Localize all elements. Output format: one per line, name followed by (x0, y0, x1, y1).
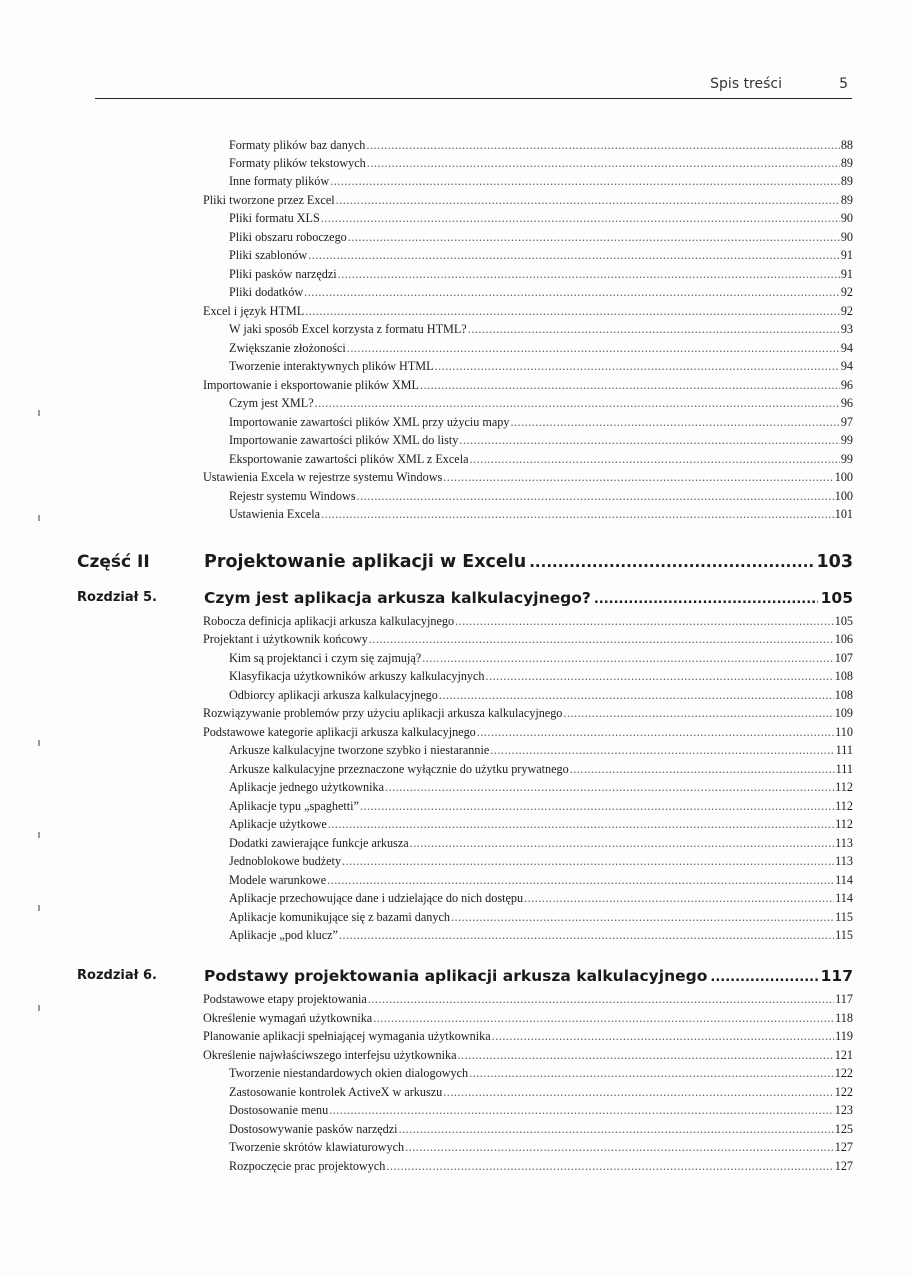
scan-margin-mark (38, 1005, 40, 1011)
toc-entry[interactable]: Robocza definicja aplikacji arkusza kalkulacyjnego ..... 105 (203, 614, 853, 629)
toc-entry[interactable]: Pliki tworzone przez Excel ..... 89 (203, 193, 853, 208)
toc-entry[interactable]: Pliki pasków narzędzi ..... 91 (229, 267, 853, 282)
chapter-label: Rozdział 5. (77, 590, 157, 605)
chapter-heading[interactable] (77, 589, 853, 611)
scan-margin-mark (38, 515, 40, 521)
chapter-title: Podstawy projektowania aplikacji arkusza kalkulacyjnego (204, 967, 708, 985)
toc-entry[interactable]: Rejestr systemu Windows ..... 100 (229, 489, 853, 504)
chapter-title: Czym jest aplikacja arkusza kalkulacyjnego? (204, 589, 591, 607)
toc-entry[interactable]: Odbiorcy aplikacji arkusza kalkulacyjnego ..... 108 (229, 688, 853, 703)
toc-entry[interactable]: Ustawienia Excela ..... 101 (229, 507, 853, 522)
toc-entry[interactable]: Dostosowanie menu ..... 123 (229, 1103, 853, 1118)
chapter-page: 105 (820, 589, 853, 607)
toc-entry[interactable]: Modele warunkowe ..... 114 (229, 873, 853, 888)
toc-entry[interactable]: Pliki formatu XLS ..... 90 (229, 211, 853, 226)
page-number: 5 (839, 76, 848, 92)
toc-entry[interactable]: Rozwiązywanie problemów przy użyciu aplikacji arkusza kalkulacyjnego ..... 109 (203, 706, 853, 721)
part-label: Część II (77, 552, 150, 572)
toc-entry[interactable]: Tworzenie interaktywnych plików HTML ..... 94 (229, 359, 853, 374)
toc-entry[interactable]: Importowanie zawartości plików XML do listy ..... 99 (229, 433, 853, 448)
chapter-page: 117 (820, 967, 853, 985)
toc-entry[interactable]: Pliki dodatków ..... 92 (229, 285, 853, 300)
chapter-heading[interactable] (77, 967, 853, 989)
toc-entry[interactable]: Tworzenie niestandardowych okien dialogowych ..... 122 (229, 1066, 853, 1081)
toc-entry[interactable]: Dodatki zawierające funkcje arkusza ..... 113 (229, 836, 853, 851)
running-header-title: Spis treści (710, 76, 782, 92)
toc-entry[interactable]: Kim są projektanci i czym się zajmują? ..... 107 (229, 651, 853, 666)
toc-entry[interactable]: Projektant i użytkownik końcowy ..... 106 (203, 632, 853, 647)
toc-entry[interactable]: Planowanie aplikacji spełniającej wymagania użytkownika ..... 119 (203, 1029, 853, 1044)
toc-entry[interactable]: Eksportowanie zawartości plików XML z Excela ..... 99 (229, 452, 853, 467)
toc-entry[interactable]: Aplikacje jednego użytkownika ..... 112 (229, 780, 853, 795)
toc-entry[interactable]: Excel i język HTML ..... 92 (203, 304, 853, 319)
toc-entry[interactable]: Aplikacje użytkowe ..... 112 (229, 817, 853, 832)
chapter-label: Rozdział 6. (77, 968, 157, 983)
toc-entry[interactable]: Rozpoczęcie prac projektowych ..... 127 (229, 1159, 853, 1174)
toc-entry[interactable]: Aplikacje „pod klucz” ..... 115 (229, 928, 853, 943)
toc-entry[interactable]: Pliki szablonów ..... 91 (229, 248, 853, 263)
scan-margin-mark (38, 740, 40, 746)
toc-entry[interactable]: Importowanie zawartości plików XML przy użyciu mapy ..... 97 (229, 415, 853, 430)
toc-entry[interactable]: Tworzenie skrótów klawiaturowych ..... 127 (229, 1140, 853, 1155)
toc-entry[interactable]: Aplikacje przechowujące dane i udzielające do nich dostępu ..... 114 (229, 891, 853, 906)
toc-entry[interactable]: W jaki sposób Excel korzysta z formatu HTML? ..... 93 (229, 322, 853, 337)
toc-entry[interactable]: Określenie wymagań użytkownika ..... 118 (203, 1011, 853, 1026)
toc-entry[interactable]: Aplikacje typu „spaghetti” ..... 112 (229, 799, 853, 814)
toc-entry[interactable]: Określenie najwłaściwszego interfejsu użytkownika ..... 121 (203, 1048, 853, 1063)
toc-entry[interactable]: Arkusze kalkulacyjne przeznaczone wyłącznie do użytku prywatnego ..... 111 (229, 762, 853, 777)
part-page: 103 (816, 552, 853, 572)
toc-entry[interactable]: Podstawowe kategorie aplikacji arkusza kalkulacyjnego ..... 110 (203, 725, 853, 740)
toc-entry[interactable]: Formaty plików tekstowych ..... 89 (229, 156, 853, 171)
toc-entry[interactable]: Aplikacje komunikujące się z bazami danych ..... 115 (229, 910, 853, 925)
toc-entry[interactable]: Czym jest XML? ..... 96 (229, 396, 853, 411)
toc-entry[interactable]: Formaty plików baz danych ..... 88 (229, 138, 853, 153)
toc-entry[interactable]: Zwiększanie złożoności ..... 94 (229, 341, 853, 356)
scan-margin-mark (38, 832, 40, 838)
part-heading[interactable] (77, 552, 853, 576)
scan-margin-mark (38, 905, 40, 911)
toc-entry[interactable]: Klasyfikacja użytkowników arkuszy kalkulacyjnych ..... 108 (229, 669, 853, 684)
running-header (95, 74, 852, 99)
part-title: Projektowanie aplikacji w Excelu (204, 552, 527, 572)
toc-entry[interactable]: Inne formaty plików ..... 89 (229, 174, 853, 189)
toc-entry[interactable]: Podstawowe etapy projektowania ..... 117 (203, 992, 853, 1007)
toc-entry[interactable]: Pliki obszaru roboczego ..... 90 (229, 230, 853, 245)
toc-entry[interactable]: Jednoblokowe budżety ..... 113 (229, 854, 853, 869)
toc-entry[interactable]: Arkusze kalkulacyjne tworzone szybko i niestarannie ..... 111 (229, 743, 853, 758)
toc-entry[interactable]: Ustawienia Excela w rejestrze systemu Windows ..... 100 (203, 470, 853, 485)
scan-margin-mark (38, 410, 40, 416)
toc-entry[interactable]: Zastosowanie kontrolek ActiveX w arkuszu ..... 122 (229, 1085, 853, 1100)
toc-entry[interactable]: Dostosowywanie pasków narzędzi ..... 125 (229, 1122, 853, 1137)
toc-entry[interactable]: Importowanie i eksportowanie plików XML ..... 96 (203, 378, 853, 393)
